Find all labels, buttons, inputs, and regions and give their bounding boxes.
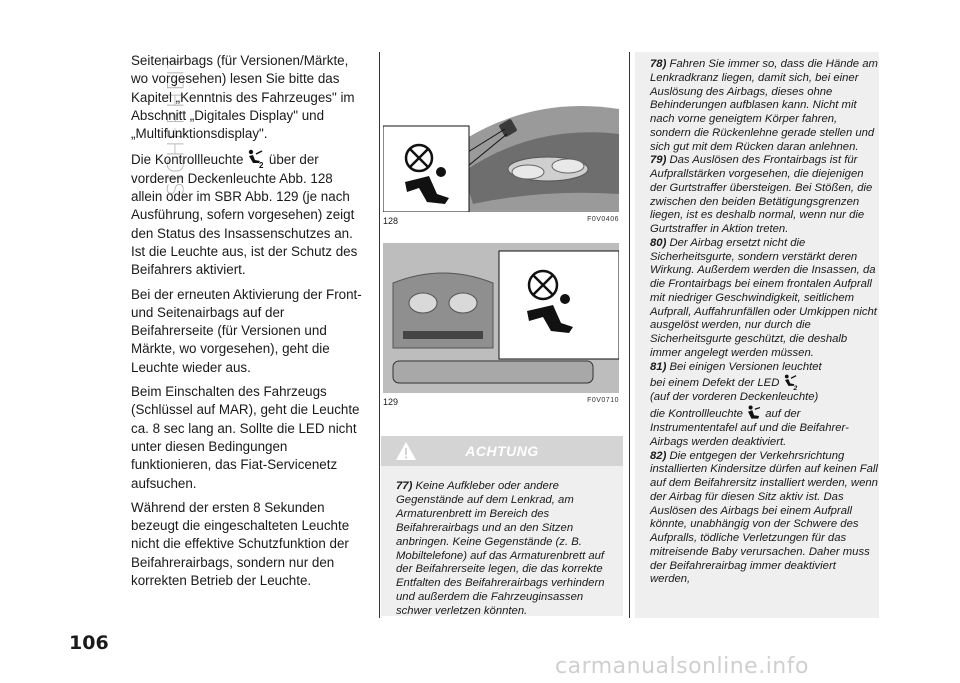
airbag-off-lamp-icon: [247, 149, 265, 169]
note-number: 77): [396, 480, 413, 492]
figure-number: 129: [383, 397, 399, 407]
notes-column: [650, 58, 878, 587]
figure-code: F0V0406: [587, 216, 619, 223]
page-number: 106: [69, 632, 109, 654]
figure-128-caption: [383, 216, 619, 226]
note-text: Keine Aufkleber oder andere Gegenstände auf dem Lenkrad, am Armaturenbrett im Bereich des Beifahrerairbags und an den Sitzen anbringen. Keine Gegenstände (z. B. Mobiltelefone) auf das Armaturenbrett auf der Beifahrerseite legen, die das korrekte Entfalten des Beifahrerairbags verhindern und außerdem die Fahrzeuginsassen schwer verletzen könnten.: [396, 480, 605, 618]
warning-title: ACHTUNG: [465, 443, 539, 459]
paragraph-4: Beim Einschalten des Fahrzeugs (Schlüssel auf MAR), geht die Leuchte ca. 8 sec lang an. Sollte die LED nicht unter diesen Bedingungen funktionieren, das Fiat-Servicenetz aufsuchen.: [131, 384, 360, 491]
note-79: 79) Das Auslösen des Frontairbags ist für Aufprallstärken vorgesehen, die diejenigen der Gurtstraffer übersteigen. Bei Stößen, die zwischen den beiden Betätigungsgrenzen liegen, ist es deshalb normal, wenn nur die Gurtstraffer in Aktion treten.: [650, 154, 873, 235]
note-82: 82) Die entgegen der Verkehrsrichtung installierten Kindersitze dürfen auf keinen Fall auf dem Beifahrersitz installiert werden, wenn der Airbag für diesen Sitz aktiv ist. Das Auslösen des Airbags bei einem Aufprall könnte, unabhängig von der Schwere des Aufpralls, tödliche Verletzungen für das mitreisende Baby verursachen. Daher muss der Beifahrerairbag immer deaktiviert werden,: [650, 449, 878, 586]
airbag-warning-lamp-icon: [746, 405, 762, 422]
paragraph-5: Während der ersten 8 Sekunden bezeugt die eingeschalteten Leuchte nicht die effektive Schutzfunktion der Beifahrerairbags, sondern nur den korrekten Betrieb der Leuchte.: [131, 499, 350, 589]
watermark: carmanualsonline.info: [555, 654, 809, 679]
airbag-off-lamp-icon: [783, 374, 799, 391]
note-80: 80) Der Airbag ersetzt nicht die Sicherheitsgurte, sondern verstärkt deren Wirkung. Außerdem werden die Insassen, da die Frontairbags bei einem frontalen Aufprall mit niedriger Geschwindigkeit, seitlichem Aufprall, Auffahrunfällen oder Umkippen nicht ausgelöst werden, nur durch die Sicherheitsgurte geschützt, die deshalb immer angelegt werden müssen.: [650, 236, 877, 359]
figure-number: 128: [383, 216, 399, 226]
paragraph-2: Die Kontrollleuchte 2 über der vorderen Deckenleuchte Abb. 128 allein oder im SBR Abb. 129 (je nach Ausführung, sofern vorgesehen) zeigt den Status des Insassenschutzes an. Ist die Leuchte aus, ist der Schutz des Beifahrers aktiviert.: [131, 149, 363, 279]
warning-text: [396, 480, 618, 619]
figure-129-caption: [383, 397, 619, 407]
note-81: 81) Bei einigen Versionen leuchtet bei einem Defekt der LED 2 (auf der vorderen Deckenleuchte) die Kontrollleuchte auf der Instrumententafel auf und die Beifahrer-Airbags werden deaktiviert.: [650, 360, 849, 448]
svg-text:2: 2: [259, 161, 264, 170]
note-78: 78) Fahren Sie immer so, dass die Hände am Lenkradkranz liegen, damit sich, bei einer Auslösung des Airbags, dieses ohne Behinderungen aufblasen kann. Nicht mit nach vorne geneigtem Körper fahren, sondern die Rückenlehne gerade stellen und sich gut mit dem Rücken daran anlehnen.: [650, 58, 878, 153]
paragraph-1: Seitenairbags (für Versionen/Märkte, wo vorgesehen) lesen Sie bitte das Kapitel „Kenntnis des Fahrzeuges" im Abschnitt „Digitales Display" und „Multifunktionsdisplay".: [131, 53, 355, 142]
main-text-column: [131, 52, 363, 596]
paragraph-3: Bei der erneuten Aktivierung der Front- und Seitenairbags auf der Beifahrerseite (für Versionen und Märkte, wo vorgesehen), geht die Leuchte wieder aus.: [131, 286, 362, 375]
warning-header: [381, 436, 623, 466]
warning-triangle-icon: [395, 441, 417, 461]
figure-128-image: [383, 54, 619, 212]
column-divider-left: [379, 52, 380, 618]
figure-code: F0V0710: [587, 397, 619, 404]
column-divider-right: [629, 52, 630, 618]
svg-text:2: 2: [793, 385, 797, 392]
section-side-tab: SICHERHEIT: [164, 54, 190, 196]
figure-129-image: [383, 243, 619, 393]
